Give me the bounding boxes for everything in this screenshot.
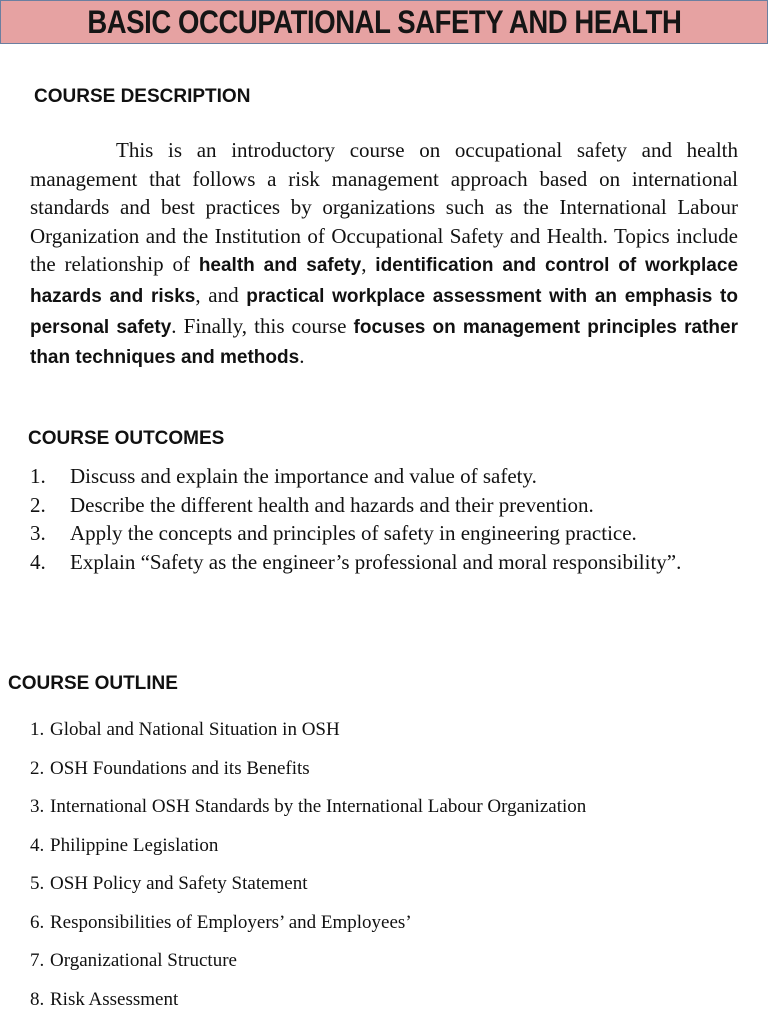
course-outcomes-heading: COURSE OUTCOMES [28,428,225,449]
outline-text: OSH Foundations and its Benefits [50,757,310,779]
outcome-item [30,491,736,520]
outline-number: 7. [30,950,45,971]
outcome-text: Explain “Safety as the engineer’s professional and moral responsibility”. [70,549,682,574]
title-banner [0,0,768,44]
description-bold-2: identification and control of workplace hazards and risks [30,255,739,307]
outcome-item [30,462,736,491]
outline-text: Responsibilities of Employers’ and Employees’ [50,911,412,933]
course-outline-list [30,716,586,1024]
outline-number: 5. [30,873,45,894]
page-title: BASIC OCCUPATIONAL SAFETY AND HEALTH [86,3,682,40]
description-bold-4: focuses on management principles rather than techniques and methods [30,316,738,369]
outline-number: 8. [30,988,45,1010]
course-description-heading: COURSE DESCRIPTION [34,86,251,107]
outcome-text: Apply the concepts and principles of safety in engineering practice. [70,521,637,545]
outline-item [30,870,586,909]
course-outcomes-list [30,462,736,576]
outcome-item [30,548,736,577]
outcome-number: 2. [30,492,46,517]
description-text-3: , and [195,282,247,307]
outcome-number: 4. [30,549,46,574]
outline-text: Risk Assessment [50,988,179,1010]
outline-item [30,716,586,755]
outline-item [30,793,586,832]
description-bold-3: practical workplace assessment with an emphasis to personal safety [30,285,738,338]
outcome-number: 1. [30,464,46,488]
outline-number: 4. [30,834,45,856]
description-text-4: . Finally, this course [171,313,354,338]
outline-item [30,947,586,986]
outline-text: International OSH Standards by the International Labour Organization [50,796,587,817]
outcome-text: Describe the different health and hazards and their prevention. [70,492,594,517]
outline-item [30,755,586,794]
course-description-text [30,136,738,373]
outline-item [30,832,586,871]
course-outline-heading: COURSE OUTLINE [8,673,178,694]
outline-text: Global and National Situation in OSH [50,719,340,740]
outcome-number: 3. [30,521,46,545]
outline-number: 2. [30,757,45,779]
description-text-2: , [361,252,376,277]
outcome-text: Discuss and explain the importance and value of safety. [70,464,537,488]
outline-text: OSH Policy and Safety Statement [50,873,308,894]
outcome-item [30,519,736,548]
outline-text: Philippine Legislation [50,834,219,856]
outline-number: 3. [30,796,45,817]
description-text-5: . [299,344,305,369]
outline-number: 6. [30,911,45,933]
outline-item [30,909,586,948]
outline-number: 1. [30,719,45,740]
outline-text: Organizational Structure [50,950,237,971]
description-text-1: This is an introductory course on occupational safety and health management that follows a risk management approach based on international standards and best practices by organizations such as the International Labour Organization and the Institution of Occupational Safety and Health. Topics include the relationship of [30,138,738,277]
description-bold-1: health and safety [198,255,362,277]
outline-item [30,986,586,1024]
